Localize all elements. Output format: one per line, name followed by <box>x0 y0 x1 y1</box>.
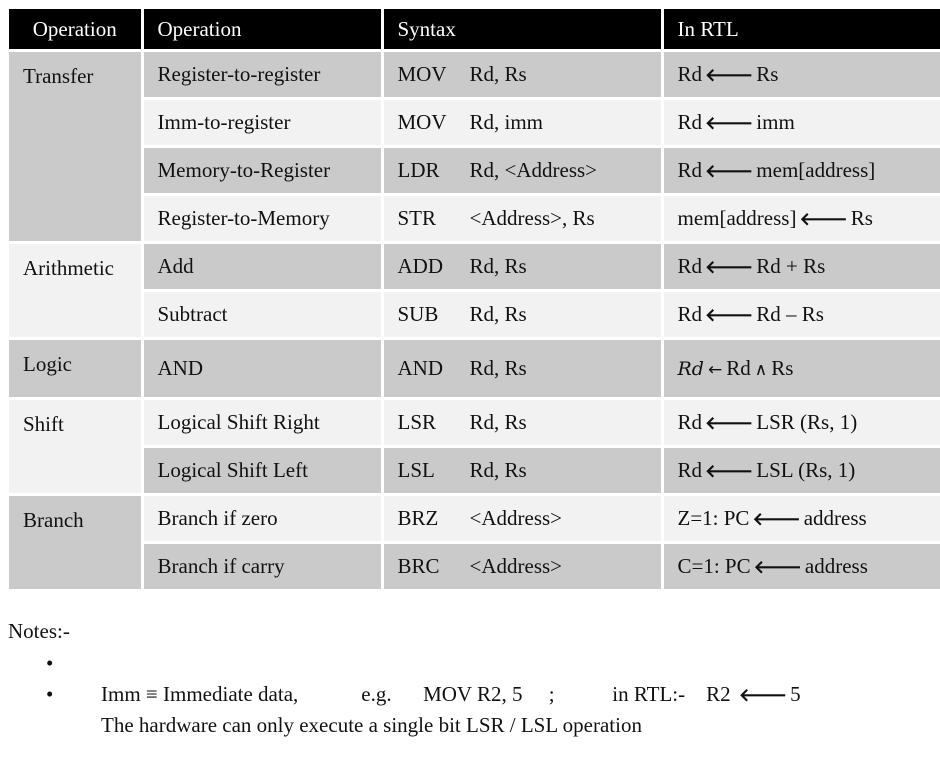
operation-cell: Subtract <box>142 291 382 339</box>
table-row <box>9 195 940 243</box>
table-row <box>9 339 940 399</box>
header-rtl: In RTL <box>662 9 940 51</box>
category-cell: Shift <box>9 399 142 495</box>
table-row <box>9 447 940 495</box>
operation-cell: AND <box>142 339 382 399</box>
rtl-source: LSR (Rs, 1) <box>756 410 858 434</box>
operands: Rd, Rs <box>469 356 527 380</box>
rtl-cell <box>662 543 940 591</box>
operation-cell: Imm-to-register <box>142 99 382 147</box>
rtl-cell <box>662 339 940 399</box>
rtl-dest: Rd <box>677 410 703 434</box>
header-operation: Operation <box>142 9 382 51</box>
note-item <box>8 648 801 706</box>
logical-and-icon: ∧ <box>754 360 768 380</box>
mnemonic: BRZ <box>397 506 439 530</box>
left-arrow-icon: ← <box>707 360 723 380</box>
left-arrow-icon: 🡐 <box>705 65 754 86</box>
rtl-dest: Rd <box>677 254 703 278</box>
category-cell: Logic <box>9 339 142 399</box>
operation-cell: Memory-to-Register <box>142 147 382 195</box>
left-arrow-icon: 🡐 <box>705 113 754 134</box>
rtl-source: Rd + Rs <box>756 254 826 278</box>
operands: Rd, Rs <box>469 410 527 434</box>
table-body <box>9 51 940 591</box>
header-operation-category: Operation <box>9 9 142 51</box>
rtl-cell <box>662 399 940 447</box>
operation-cell: Register-to-register <box>142 51 382 99</box>
operation-cell: Branch if zero <box>142 495 382 543</box>
operands: Rd, Rs <box>469 458 527 482</box>
syntax-cell <box>382 147 662 195</box>
table-row <box>9 543 940 591</box>
syntax-cell <box>382 195 662 243</box>
mnemonic: SUB <box>397 302 439 326</box>
bullet-icon: • <box>46 651 54 675</box>
category-cell: Arithmetic <box>9 243 142 339</box>
rtl-dest: Rd <box>677 62 703 86</box>
syntax-cell <box>382 447 662 495</box>
left-arrow-icon: 🡐 <box>705 413 754 434</box>
syntax-cell <box>382 291 662 339</box>
rtl-source: Rd – Rs <box>756 302 824 326</box>
mnemonic: LDR <box>397 158 440 182</box>
mnemonic: LSL <box>397 458 435 482</box>
category-cell: Branch <box>9 495 142 591</box>
mnemonic: AND <box>397 356 443 380</box>
note-text: The hardware can only execute a single bit LSR / LSL operation <box>101 713 642 737</box>
mnemonic: BRC <box>397 554 440 578</box>
operands: <Address> <box>469 506 563 530</box>
note-item <box>8 679 801 737</box>
operation-cell: Logical Shift Left <box>142 447 382 495</box>
left-arrow-icon: 🡐 <box>705 161 754 182</box>
mnemonic: MOV <box>397 110 447 134</box>
rtl-source: Rs <box>756 62 779 86</box>
rtl-cell <box>662 195 940 243</box>
rtl-source: LSL (Rs, 1) <box>756 458 856 482</box>
syntax-cell <box>382 495 662 543</box>
header-row <box>9 9 940 51</box>
rtl-dest: C=1: PC <box>677 554 751 578</box>
syntax-cell <box>382 339 662 399</box>
table-row <box>9 99 940 147</box>
table-row <box>9 495 940 543</box>
syntax-cell <box>382 243 662 291</box>
syntax-cell <box>382 99 662 147</box>
rtl-cell <box>662 99 940 147</box>
rtl-operand: Rd <box>726 356 751 380</box>
operands: Rd, <Address> <box>469 158 598 182</box>
rtl-source: address <box>803 506 867 530</box>
table-row <box>9 243 940 291</box>
operation-cell: Branch if carry <box>142 543 382 591</box>
mnemonic: STR <box>397 206 437 230</box>
rtl-dest: Rd <box>677 458 703 482</box>
syntax-cell <box>382 399 662 447</box>
rtl-operand: Rs <box>771 356 794 380</box>
rtl-cell <box>662 243 940 291</box>
left-arrow-icon: 🡐 <box>705 305 754 326</box>
rtl-dest: Z=1: PC <box>677 506 750 530</box>
operands: Rd, Rs <box>469 302 527 326</box>
syntax-cell <box>382 543 662 591</box>
rtl-cell <box>662 447 940 495</box>
operands: <Address> <box>469 554 563 578</box>
operands: Rd, Rs <box>469 62 527 86</box>
rtl-source: imm <box>756 110 795 134</box>
rtl-cell <box>662 51 940 99</box>
table-row <box>9 147 940 195</box>
operands: Rd, Rs <box>469 254 527 278</box>
mnemonic: ADD <box>397 254 443 278</box>
notes-title: Notes:- <box>8 619 70 643</box>
rtl-dest: Rd <box>677 110 703 134</box>
category-cell: Transfer <box>9 51 142 243</box>
table-row <box>9 399 940 447</box>
note-tail: 5 <box>790 682 801 706</box>
rtl-dest: mem[address] <box>677 206 797 230</box>
rtl-dest: Rd <box>677 158 703 182</box>
operation-cell: Logical Shift Right <box>142 399 382 447</box>
rtl-source: address <box>804 554 868 578</box>
operands: Rd, imm <box>469 110 544 134</box>
left-arrow-icon: 🡐 <box>705 257 754 278</box>
operation-cell: Register-to-Memory <box>142 195 382 243</box>
rtl-cell <box>662 495 940 543</box>
left-arrow-icon: 🡐 <box>752 509 801 530</box>
rtl-dest: Rd <box>677 302 703 326</box>
syntax-cell <box>382 51 662 99</box>
header-syntax: Syntax <box>382 9 662 51</box>
rtl-cell <box>662 147 940 195</box>
bullet-icon: • <box>46 682 54 706</box>
rtl-cell <box>662 291 940 339</box>
left-arrow-icon: 🡐 <box>799 209 848 230</box>
note-text: Imm ≡ Immediate data, e.g. MOV R2, 5 ; in RTL:- R2 <box>101 682 736 706</box>
rtl-source: Rs <box>850 206 873 230</box>
operation-cell: Add <box>142 243 382 291</box>
left-arrow-icon: 🡐 <box>705 461 754 482</box>
mnemonic: MOV <box>397 62 447 86</box>
table-row <box>9 291 940 339</box>
operands: <Address>, Rs <box>469 206 595 230</box>
left-arrow-icon: 🡐 <box>753 557 802 578</box>
rtl-dest: Rd <box>677 358 704 380</box>
left-arrow-icon: 🡐 <box>738 685 788 706</box>
notes-section <box>8 619 801 737</box>
instruction-table <box>9 9 940 592</box>
mnemonic: LSR <box>397 410 437 434</box>
table-row <box>9 51 940 99</box>
rtl-source: mem[address] <box>756 158 876 182</box>
